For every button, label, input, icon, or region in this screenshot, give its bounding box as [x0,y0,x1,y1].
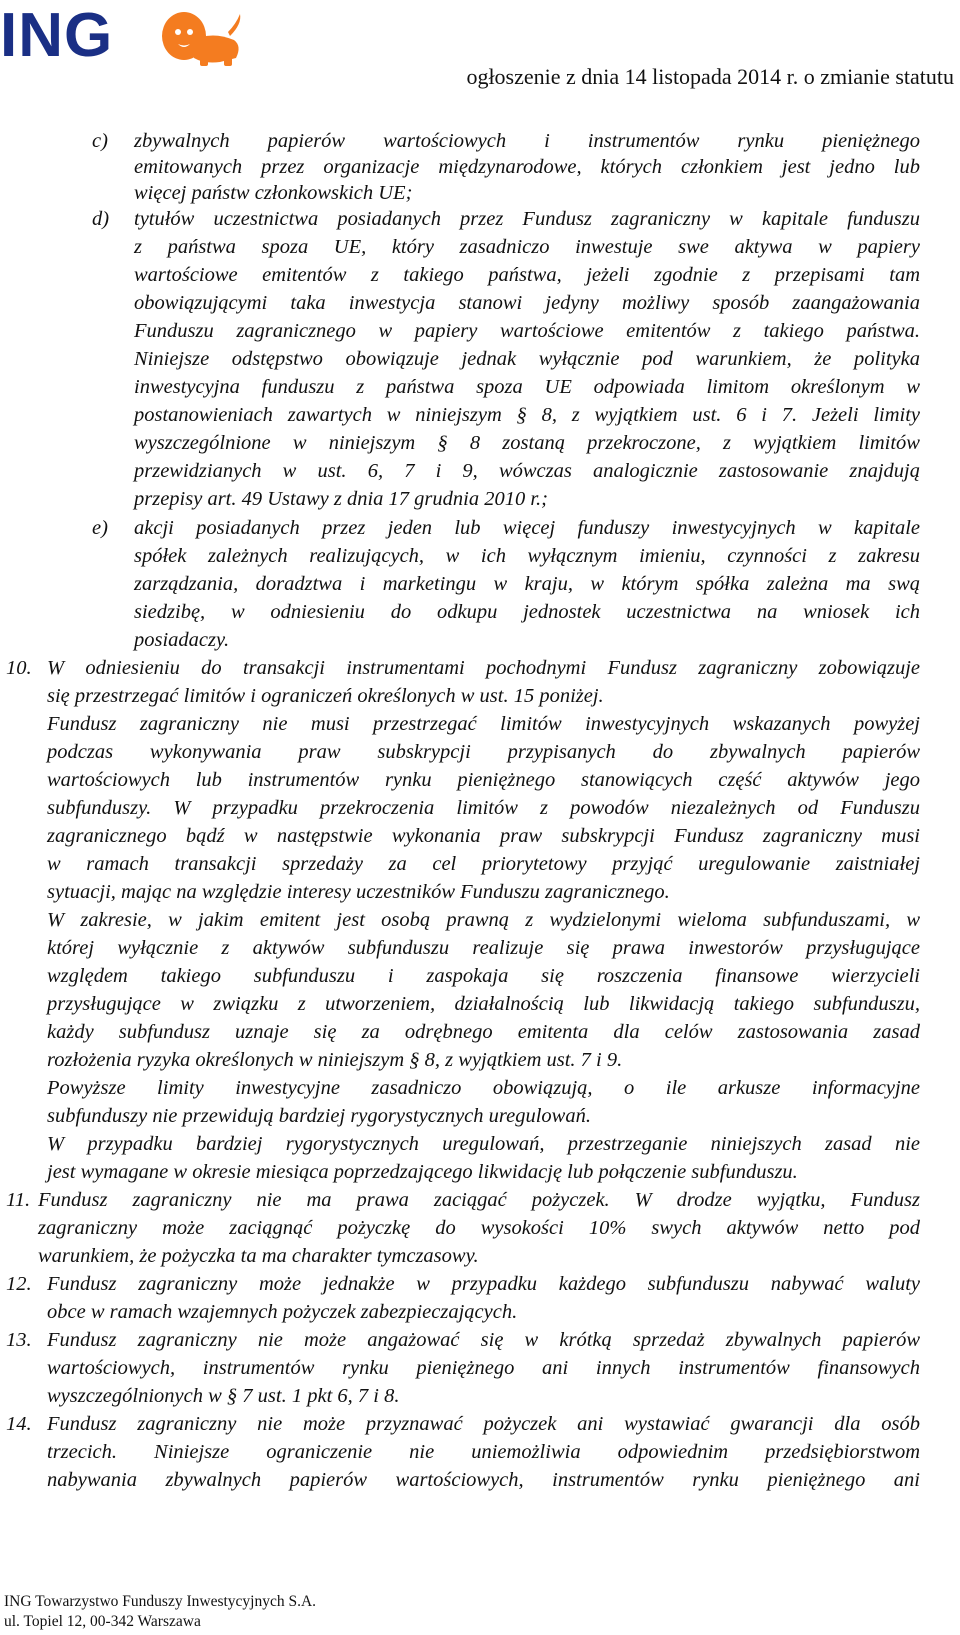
text-line: wartościowych, instrumentów rynku pieniężnego ani innych instrumentów finansowych [47,1357,920,1379]
text-line: wartościowe emitentów z takiego państwa, jeżeli zgodnie z przepisami tam [134,264,920,286]
text-line: nabywania zbywalnych papierów wartościowych, instrumentów rynku pieniężnego ani [47,1469,920,1491]
text-line: posiadaczy. [134,629,230,651]
text-line: obce w ramach wzajemnych pożyczek zabezpieczających. [47,1301,518,1323]
text-line: W zakresie, w jakim emitent jest osobą prawną z wydzielonymi wieloma subfunduszami, w [47,909,920,931]
text-line: względem takiego subfunduszu i zaspokaja się roszczenia finansowe wierzycieli [47,965,920,987]
text-line: akcji posiadanych przez jeden lub więcej funduszy inwestycyjnych w kapitale [134,517,920,539]
text-line: tytułów uczestnictwa posiadanych przez Fundusz zagraniczny w kapitale funduszu [134,208,920,230]
point-label-11: 11. [6,1189,31,1211]
text-line: Fundusz zagraniczny może jednakże w przypadku każdego subfunduszu nabywać waluty [47,1273,920,1295]
item-label-e: e) [92,517,108,539]
text-line: obowiązującymi taka inwestycja stanowi jedyny możliwy sposób zaangażowania [134,292,920,314]
text-line: Niniejsze odstępstwo obowiązuje jednak wyłącznie pod warunkiem, że polityka [134,348,920,370]
logo-text: ING [0,1,114,70]
text-line: rozłożenia ryzyka określonych w niniejszym § 8, z wyjątkiem ust. 7 i 9. [47,1049,623,1071]
text-line: subfunduszy. W przypadku przekroczenia limitów z powodów niezależnych od Funduszu [47,797,920,819]
lion-icon [150,6,246,68]
item-label-d: d) [92,208,110,230]
text-line: inwestycyjna funduszu z państwa spoza UE odpowiada limitom określonym w [134,376,920,398]
footer-address: ul. Topiel 12, 00-342 Warszawa [4,1613,201,1630]
point-label-14: 14. [6,1413,32,1435]
text-line: zarządzania, doradztwa i marketingu w kraju, w którym spółka zależna ma swą [134,573,920,595]
text-line: zbywalnych papierów wartościowych i instrumentów rynku pieniężnego [134,130,920,152]
text-line: Powyższe limity inwestycyjne zasadniczo obowiązują, o ile arkusze informacyjne [47,1077,920,1099]
text-line: sytuacji, mając na względzie interesy uczestników Funduszu zagranicznego. [47,881,670,903]
text-line: postanowieniach zawartych w niniejszym § 8, z wyjątkiem ust. 6 i 7. Jeżeli limity [134,404,920,426]
text-line: każdy subfundusz uznaje się za odrębnego emitenta dla celów zastosowania zasad [47,1021,920,1043]
text-line: warunkiem, że pożyczka ta ma charakter tymczasowy. [38,1245,479,1267]
text-line: przysługujące w związku z utworzeniem, działalnością lub likwidacją takiego subfunduszu, [47,993,920,1015]
point-label-12: 12. [6,1273,32,1295]
text-line: przepisy art. 49 Ustawy z dnia 17 grudnia 2010 r.; [134,488,549,510]
item-label-c: c) [92,130,108,152]
text-line: Funduszu zagranicznego w papiery wartościowe emitentów z takiego państwa. [134,320,920,342]
text-line: wyszczególnionych w § 7 ust. 1 pkt 6, 7 i 8. [47,1385,400,1407]
text-line: się przestrzegać limitów i ograniczeń określonych w ust. 15 poniżej. [47,685,604,707]
text-line: siedzibę, w odniesieniu do odkupu jednostek uczestnictwa na wniosek ich [134,601,920,623]
point-label-13: 13. [6,1329,32,1351]
point-label-10: 10. [6,657,32,679]
text-line: jest wymagane w okresie miesiąca poprzedzającego likwidację lub połączenie subfunduszu. [47,1161,798,1183]
text-line: zagranicznego bądź w następstwie wykonania praw subskrypcji Fundusz zagraniczny musi [47,825,920,847]
notice-title: ogłoszenie z dnia 14 listopada 2014 r. o zmianie statutu [466,64,954,89]
text-line: Fundusz zagraniczny nie ma prawa zaciągać pożyczek. W drodze wyjątku, Fundusz [38,1189,920,1211]
text-line: więcej państw członkowskich UE; [134,182,413,204]
text-line: spółek zależnych realizujących, w ich wyłącznym imieniu, czynności z zakresu [134,545,920,567]
text-line: trzecich. Niniejsze ograniczenie nie uniemożliwia odpowiednim przedsiębiorstwom [47,1441,920,1463]
ing-logo [0,1,260,70]
text-line: Fundusz zagraniczny nie może przyznawać pożyczek ani wystawiać gwarancji dla osób [47,1413,920,1435]
text-line: której wyłącznie z aktywów subfunduszu realizuje się prawa inwestorów przysługujące [47,937,920,959]
text-line: subfunduszy nie przewidują bardziej rygorystycznych uregulowań. [47,1105,591,1127]
text-line: wartościowych lub instrumentów rynku pieniężnego stanowiących część aktywów jego [47,769,920,791]
text-line: podczas wykonywania praw subskrypcji przypisanych do zbywalnych papierów [47,741,920,763]
text-line: w ramach transakcji sprzedaży za cel priorytetowy przyjąć uregulowanie zaistniałej [47,853,920,875]
text-line: emitowanych przez organizacje międzynarodowe, których członkiem jest jedno lub [134,156,920,178]
footer-company: ING Towarzystwo Funduszy Inwestycyjnych S.A. [4,1593,317,1610]
text-line: przewidzianych w ust. 6, 7 i 9, wówczas analogicznie zastosowanie znajdują [134,460,920,482]
text-line: W przypadku bardziej rygorystycznych uregulowań, przestrzeganie niniejszych zasad nie [47,1133,920,1155]
text-line: zagraniczny może zaciągnąć pożyczkę do wysokości 10% swych aktywów netto pod [38,1217,920,1239]
page-footer [4,1592,316,1632]
text-line: z państwa spoza UE, który zasadniczo inwestuje swe aktywa w papiery [134,236,920,258]
text-line: W odniesieniu do transakcji instrumentami pochodnymi Fundusz zagraniczny zobowiązuje [47,657,920,679]
text-line: Fundusz zagraniczny nie musi przestrzegać limitów inwestycyjnych wskazanych powyżej [47,713,920,735]
text-line: wyszczególnione w niniejszym § 8 zostaną przekroczone, z wyjątkiem limitów [134,432,920,454]
text-line: Fundusz zagraniczny nie może angażować się w krótką sprzedaż zbywalnych papierów [47,1329,920,1351]
